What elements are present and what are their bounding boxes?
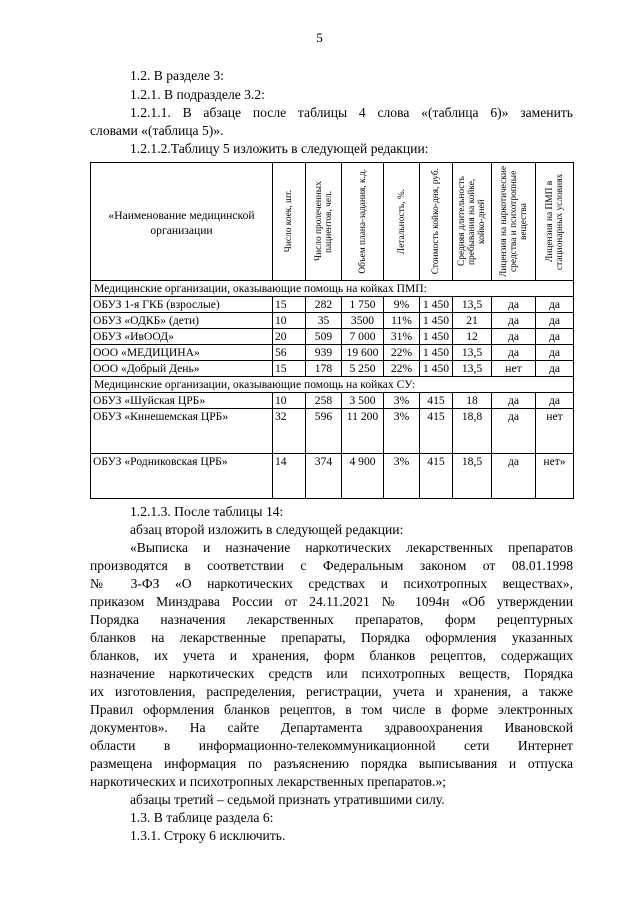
quote-line: их изготовления, распределения, регистрации, учета и хранения, а также [90, 684, 573, 699]
table-row: ОБУЗ 1-я ГКБ (взрослые) 15 282 1 750 9% 1 450 13,5 да да [91, 297, 574, 313]
table-row: ОБУЗ «Кинешемская ЦРБ» 32 596 11 200 3% 415 18,8 да нет [91, 409, 574, 454]
header-duration: Средняя длительность пребывания на койке, койко-дней [453, 163, 492, 281]
page-number: 5 [316, 30, 323, 45]
header-name: «Наименование медицинской организации [91, 163, 273, 281]
table-section-row: Медицинские организации, оказывающие помощь на койках СУ: [91, 377, 574, 393]
header-volume: Объем плана-задания, к.д. [342, 163, 384, 281]
quote-line: Правил оформления бланков рецептов, в том числе в форме электронных [90, 702, 573, 717]
paragraph-1-2-1-1-line1: 1.2.1.1. В абзаце после таблицы 4 слова «(таблица 6)» заменить [130, 105, 573, 120]
table-section-row: Медицинские организации, оказывающие помощь на койках ПМП: [91, 281, 574, 297]
paragraph-1-2-1: 1.2.1. В подразделе 3.2: [130, 87, 265, 102]
quote-line: приказом Минздрава России от 24.11.2021 № 1094н «Об утверждении [90, 594, 573, 609]
paragraph-1-2-1-3: 1.2.1.3. После таблицы 14: [130, 504, 284, 519]
header-mortality: Летальность, %. [384, 163, 420, 281]
table-header-row [91, 163, 574, 281]
paragraph-1-2: 1.2. В разделе 3: [130, 68, 224, 83]
paragraph-repealed: абзацы третий – седьмой признать утратившими силу. [130, 792, 445, 807]
header-cost: Стоимость койко-дня, руб. [420, 163, 453, 281]
header-license-pmp: Лицензия на ПМП в стационарных условиях [536, 163, 574, 281]
table-row: ООО «Добрый День» 15 178 5 250 22% 1 450 13,5 нет да [91, 361, 574, 377]
table-5 [90, 162, 574, 499]
paragraph-second-intro: абзац второй изложить в следующей редакции: [130, 522, 404, 537]
quote-line: размещена информация по разъяснению порядка выписывания и отпуска [90, 756, 573, 771]
paragraph-1-2-1-2: 1.2.1.2.Таблицу 5 изложить в следующей редакции: [130, 141, 429, 156]
table-row: ОБУЗ «ИвООД» 20 509 7 000 31% 1 450 12 да да [91, 329, 574, 345]
quote-line: бланков, их учета и хранения, форм бланков рецептов, содержащих [90, 648, 573, 663]
quote-line: № 3-ФЗ «О наркотических средствах и психотропных веществах», [90, 576, 573, 591]
paragraph-1-2-1-1-line2: словами «(таблица 5)». [90, 123, 224, 138]
header-license-narcotics: Лицензия на наркотические средства и психотропные вещества [492, 163, 536, 281]
paragraph-1-3-1: 1.3.1. Строку 6 исключить. [130, 828, 286, 843]
quote-line: бланков на лекарственные препараты, Порядка оформления указанных [90, 630, 573, 645]
quote-line: документов». На сайте Департамента здравоохранения Ивановской [90, 720, 573, 735]
quote-line: наркотических и психотропных лекарственных препаратов.»; [90, 774, 447, 789]
quote-line: назначение наркотических средств или психотропных веществ, Порядка [90, 666, 573, 681]
table-row: ОБУЗ «Родниковская ЦРБ» 14 374 4 900 3% 415 18,5 да нет» [91, 454, 574, 499]
table-row: ОБУЗ «Шуйская ЦРБ» 10 258 3 500 3% 415 18 да да [91, 393, 574, 409]
quote-line: Порядка назначения лекарственных препаратов, форм рецептурных [90, 612, 573, 627]
paragraph-1-3: 1.3. В таблице раздела 6: [130, 810, 274, 825]
quote-line: области в информационно-телекоммуникационной сети Интернет [90, 738, 573, 753]
quote-line: производятся в соответствии с Федеральным законом от 08.01.1998 [90, 558, 573, 573]
header-beds: Число коек, шт. [273, 163, 306, 281]
header-patients: Число пролеченных пациентов, чел. [306, 163, 342, 281]
table-row: ОБУЗ «ОДКБ» (дети) 10 35 3500 11% 1 450 21 да да [91, 313, 574, 329]
quote-line: «Выписка и назначение наркотических лекарственных препаратов [130, 540, 573, 555]
table-row: ООО «МЕДИЦИНА» 56 939 19 600 22% 1 450 13,5 да да [91, 345, 574, 361]
